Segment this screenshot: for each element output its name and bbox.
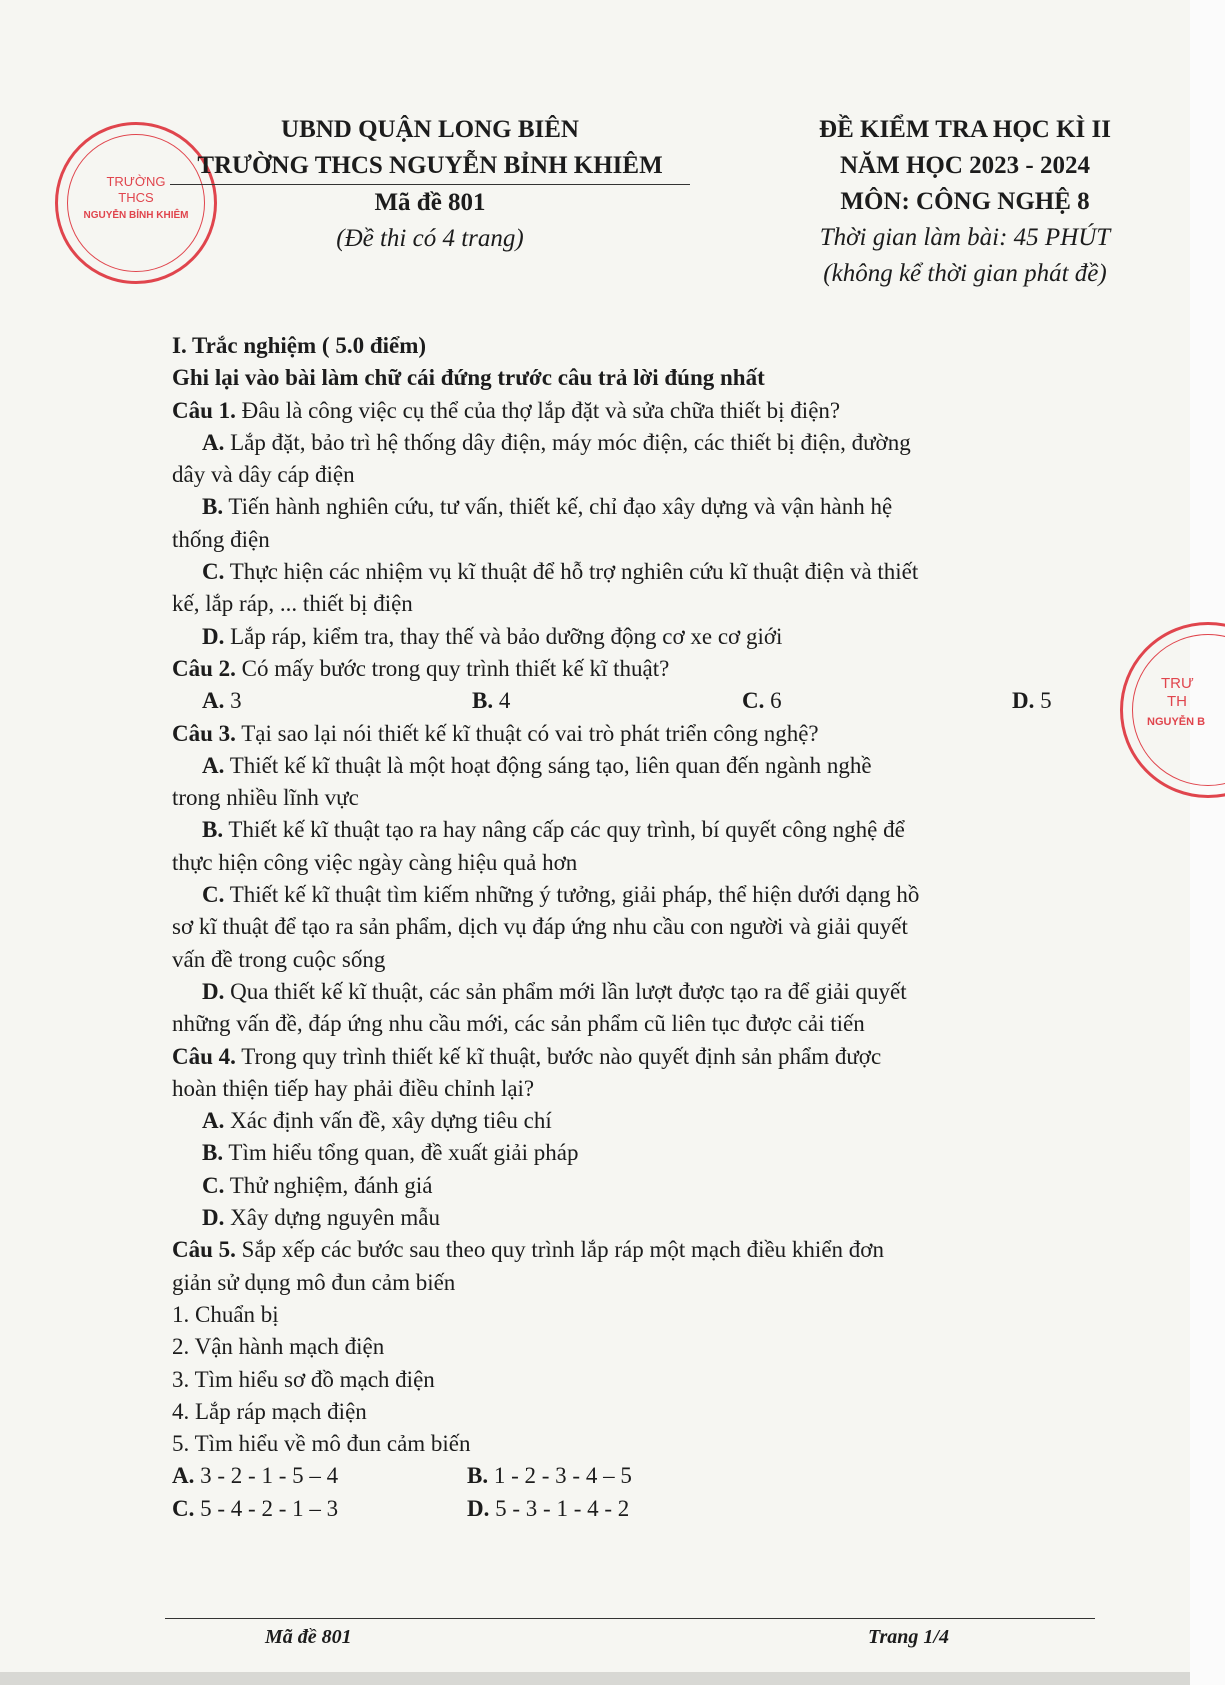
option-text: Thiết kế kĩ thuật là một hoạt động sáng tạo, liên quan đến ngành nghề bbox=[224, 752, 872, 778]
option-c bbox=[172, 879, 1082, 911]
option-letter: A. bbox=[202, 752, 225, 778]
question-label: Câu 3. bbox=[172, 720, 236, 746]
page-edge bbox=[1190, 0, 1225, 1685]
subject: MÔN: CÔNG NGHỆ 8 bbox=[840, 188, 1090, 215]
option-d bbox=[172, 621, 1082, 653]
option-text: 5 - 3 - 1 - 4 - 2 bbox=[489, 1495, 630, 1521]
step-item: 2. Vận hành mạch điện bbox=[172, 1334, 385, 1360]
seal-text-line2: THCS bbox=[118, 190, 154, 205]
option-c bbox=[172, 1170, 1082, 1202]
question-1 bbox=[172, 395, 1082, 427]
option-text: Thiết kế kĩ thuật tìm kiếm những ý tưởng, giải pháp, thể hiện dưới dạng hồ bbox=[224, 882, 920, 908]
option-c-cont: kế, lắp ráp, ... thiết bị điện bbox=[172, 591, 413, 617]
seal-text-line2: TH bbox=[1167, 693, 1187, 710]
footer-divider bbox=[165, 1618, 1095, 1619]
question-text: Đâu là công việc cụ thể của thợ lắp đặt và sửa chữa thiết bị điện? bbox=[235, 397, 841, 423]
option-letter: D. bbox=[202, 1205, 225, 1231]
option-text: 3 bbox=[224, 688, 242, 714]
question-label: Câu 4. bbox=[172, 1043, 236, 1069]
school-year: NĂM HỌC 2023 - 2024 bbox=[840, 152, 1090, 179]
option-a-cont: dây và dây cáp điện bbox=[172, 462, 355, 488]
option-b-cont: thống điện bbox=[172, 526, 270, 552]
header-left bbox=[160, 112, 700, 257]
exam-title: ĐỀ KIỂM TRA HỌC KÌ II bbox=[819, 116, 1111, 143]
options-row bbox=[172, 1493, 1082, 1525]
option-a bbox=[202, 685, 472, 717]
option-a-cont: trong nhiều lĩnh vực bbox=[172, 785, 359, 811]
question-label: Câu 5. bbox=[172, 1237, 236, 1263]
question-label: Câu 1. bbox=[172, 397, 236, 423]
option-text: Lắp ráp, kiểm tra, thay thế và bảo dưỡng động cơ xe cơ giới bbox=[224, 623, 783, 649]
question-text: Có mấy bước trong quy trình thiết kế kĩ thuật? bbox=[235, 655, 670, 681]
seal-inner-ring bbox=[1132, 634, 1225, 786]
option-text: Thiết kế kĩ thuật tạo ra hay nâng cấp các quy trình, bí quyết công nghệ để bbox=[223, 817, 905, 843]
option-b bbox=[472, 685, 742, 717]
option-text: Tiến hành nghiên cứu, tư vấn, thiết kế, chỉ đạo xây dựng và vận hành hệ bbox=[223, 494, 893, 520]
question-text-cont: hoàn thiện tiếp hay phải điều chỉnh lại? bbox=[172, 1075, 535, 1101]
options-row bbox=[172, 685, 1082, 717]
question-2 bbox=[172, 653, 1082, 685]
section-title: I. Trắc nghiệm ( 5.0 điểm) bbox=[172, 333, 427, 358]
seal-text-line3: NGUYỄN BỈNH KHIÊM bbox=[83, 210, 189, 221]
header-right bbox=[785, 112, 1145, 292]
option-c bbox=[742, 685, 1012, 717]
exam-code: Mã đề 801 bbox=[374, 189, 486, 216]
option-c-cont: sơ kĩ thuật để tạo ra sản phẩm, dịch vụ đáp ứng nhu cầu con người và giải quyết bbox=[172, 914, 908, 940]
option-d bbox=[172, 976, 1082, 1008]
option-text: Xác định vấn đề, xây dựng tiêu chí bbox=[224, 1108, 552, 1134]
option-letter: C. bbox=[202, 559, 225, 585]
time-limit: Thời gian làm bài: 45 PHÚT bbox=[819, 224, 1111, 251]
option-b bbox=[172, 491, 1082, 523]
option-letter: C. bbox=[202, 882, 225, 908]
option-letter: A. bbox=[202, 688, 225, 714]
option-letter: B. bbox=[472, 688, 494, 714]
exam-content bbox=[172, 330, 1082, 1525]
option-letter: B. bbox=[467, 1463, 489, 1489]
question-text: Sắp xếp các bước sau theo quy trình lắp ráp một mạch điều khiển đơn bbox=[235, 1237, 884, 1263]
question-label: Câu 2. bbox=[172, 655, 236, 681]
option-text: Thực hiện các nhiệm vụ kĩ thuật để hỗ trợ nghiên cứu kĩ thuật điện và thiết bbox=[224, 559, 919, 585]
step-item: 3. Tìm hiểu sơ đồ mạch điện bbox=[172, 1366, 435, 1392]
seal-text-line1: TRƯỜNG bbox=[106, 174, 166, 189]
seal-text-line1: TRƯ bbox=[1161, 675, 1194, 692]
option-letter: B. bbox=[202, 494, 224, 520]
question-5 bbox=[172, 1234, 1082, 1266]
option-text: 5 bbox=[1034, 688, 1052, 714]
option-b-cont: thực hiện công việc ngày càng hiệu quả hơn bbox=[172, 849, 578, 875]
school-name: TRƯỜNG THCS NGUYỄN BỈNH KHIÊM bbox=[197, 152, 663, 179]
scan-bottom-edge bbox=[0, 1672, 1190, 1685]
option-letter: C. bbox=[742, 688, 765, 714]
option-d-cont: những vấn đề, đáp ứng nhu cầu mới, các sản phẩm cũ liên tục được cải tiến bbox=[172, 1011, 865, 1037]
option-letter: C. bbox=[172, 1495, 195, 1521]
footer-exam-code: Mã đề 801 bbox=[265, 1626, 352, 1648]
option-text: 3 - 2 - 1 - 5 – 4 bbox=[194, 1463, 339, 1489]
option-text: 6 bbox=[764, 688, 782, 714]
time-note: (không kể thời gian phát đề) bbox=[823, 260, 1107, 287]
option-c-cont: vấn đề trong cuộc sống bbox=[172, 946, 386, 972]
option-text: Xây dựng nguyên mẫu bbox=[224, 1205, 440, 1231]
option-b bbox=[467, 1460, 632, 1492]
option-a bbox=[172, 1460, 467, 1492]
option-letter: B. bbox=[202, 1140, 224, 1166]
option-letter: D. bbox=[202, 978, 225, 1004]
question-4 bbox=[172, 1041, 1082, 1073]
option-text: Tìm hiểu tổng quan, đề xuất giải pháp bbox=[223, 1140, 579, 1166]
option-d bbox=[467, 1493, 629, 1525]
option-c bbox=[172, 1493, 467, 1525]
question-text: Tại sao lại nói thiết kế kĩ thuật có vai trò phát triển công nghệ? bbox=[235, 720, 819, 746]
option-a bbox=[172, 1105, 1082, 1137]
option-letter: D. bbox=[1012, 688, 1035, 714]
option-letter: D. bbox=[467, 1495, 490, 1521]
option-letter: A. bbox=[202, 429, 225, 455]
options-row bbox=[172, 1460, 1082, 1492]
option-letter: A. bbox=[172, 1463, 195, 1489]
question-text-cont: giản sử dụng mô đun cảm biến bbox=[172, 1269, 456, 1295]
option-a bbox=[172, 427, 1082, 459]
option-a bbox=[172, 750, 1082, 782]
option-text: 5 - 4 - 2 - 1 – 3 bbox=[194, 1495, 339, 1521]
option-b bbox=[172, 814, 1082, 846]
option-text: Lắp đặt, bảo trì hệ thống dây điện, máy móc điện, các thiết bị điện, đường bbox=[224, 429, 911, 455]
step-item: 4. Lắp ráp mạch điện bbox=[172, 1398, 367, 1424]
step-item: 5. Tìm hiểu về mô đun cảm biến bbox=[172, 1431, 471, 1457]
section-instruction: Ghi lại vào bài làm chữ cái đứng trước câu trả lời đúng nhất bbox=[172, 365, 765, 391]
option-text: 4 bbox=[493, 688, 511, 714]
district-name: UBND QUẬN LONG BIÊN bbox=[281, 116, 579, 143]
option-letter: D. bbox=[202, 623, 225, 649]
option-letter: A. bbox=[202, 1108, 225, 1134]
option-d bbox=[1012, 685, 1052, 717]
page-count-note: (Đề thi có 4 trang) bbox=[336, 225, 524, 252]
option-letter: B. bbox=[202, 817, 224, 843]
step-item: 1. Chuẩn bị bbox=[172, 1301, 279, 1327]
option-b bbox=[172, 1137, 1082, 1169]
option-letter: C. bbox=[202, 1172, 225, 1198]
option-c bbox=[172, 556, 1082, 588]
option-text: Qua thiết kế kĩ thuật, các sản phẩm mới lần lượt được tạo ra để giải quyết bbox=[224, 978, 907, 1004]
seal-text-line3: NGUYỄN B bbox=[1147, 716, 1206, 728]
question-3 bbox=[172, 718, 1082, 750]
option-text: 1 - 2 - 3 - 4 – 5 bbox=[488, 1463, 632, 1489]
option-d bbox=[172, 1202, 1082, 1234]
question-text: Trong quy trình thiết kế kĩ thuật, bước nào quyết định sản phẩm được bbox=[235, 1043, 882, 1069]
option-text: Thử nghiệm, đánh giá bbox=[224, 1172, 433, 1198]
footer-page-number: Trang 1/4 bbox=[868, 1626, 949, 1648]
